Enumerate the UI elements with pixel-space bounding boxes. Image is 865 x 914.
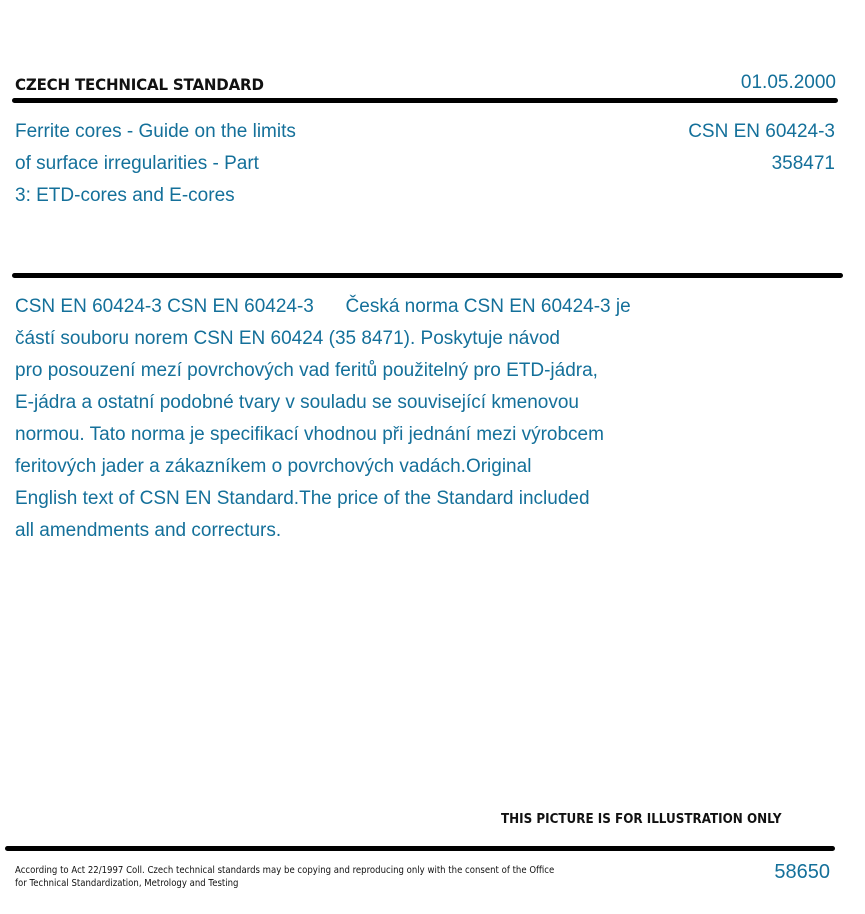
description-line: CSN EN 60424-3 CSN EN 60424-3 Česká norma CSN EN 60424-3 je bbox=[15, 296, 631, 317]
title-divider bbox=[12, 273, 843, 278]
title-line: Ferrite cores - Guide on the limits bbox=[15, 121, 296, 142]
legal-notice-line: for Technical Standardization, Metrology and Testing bbox=[15, 878, 239, 889]
header-divider bbox=[12, 98, 838, 103]
class-number: 358471 bbox=[771, 153, 835, 174]
standard-code: CSN EN 60424-3 bbox=[688, 121, 835, 142]
description-line: částí souboru norem CSN EN 60424 (35 8471). Poskytuje návod bbox=[15, 328, 560, 349]
description-line: pro posouzení mezí povrchových vad feritů použitelný pro ETD-jádra, bbox=[15, 360, 598, 381]
standard-description bbox=[15, 291, 735, 547]
title-line: 3: ETD-cores and E-cores bbox=[15, 185, 235, 206]
description-line: all amendments and correcturs. bbox=[15, 520, 282, 541]
description-line: English text of CSN EN Standard.The price of the Standard included bbox=[15, 488, 590, 509]
document-type-label: CZECH TECHNICAL STANDARD bbox=[15, 75, 264, 94]
standard-identifiers bbox=[688, 116, 835, 180]
title-line: of surface irregularities - Part bbox=[15, 153, 259, 174]
standard-title bbox=[15, 116, 375, 212]
description-line: E-jádra a ostatní podobné tvary v souladu se související kmenovou bbox=[15, 392, 579, 413]
illustration-disclaimer: THIS PICTURE IS FOR ILLUSTRATION ONLY bbox=[501, 812, 782, 827]
legal-notice-line: According to Act 22/1997 Coll. Czech technical standards may be copying and reproducing only with the consent of the Office bbox=[15, 865, 555, 876]
footer-divider bbox=[5, 846, 835, 851]
publication-date: 01.05.2000 bbox=[740, 72, 836, 93]
legal-notice bbox=[15, 864, 554, 890]
description-line: feritových jader a zákazníkem o povrchových vadách.Original bbox=[15, 456, 532, 477]
description-line: normou. Tato norma je specifikací vhodnou při jednání mezi výrobcem bbox=[15, 424, 604, 445]
footer-number: 58650 bbox=[774, 861, 830, 883]
